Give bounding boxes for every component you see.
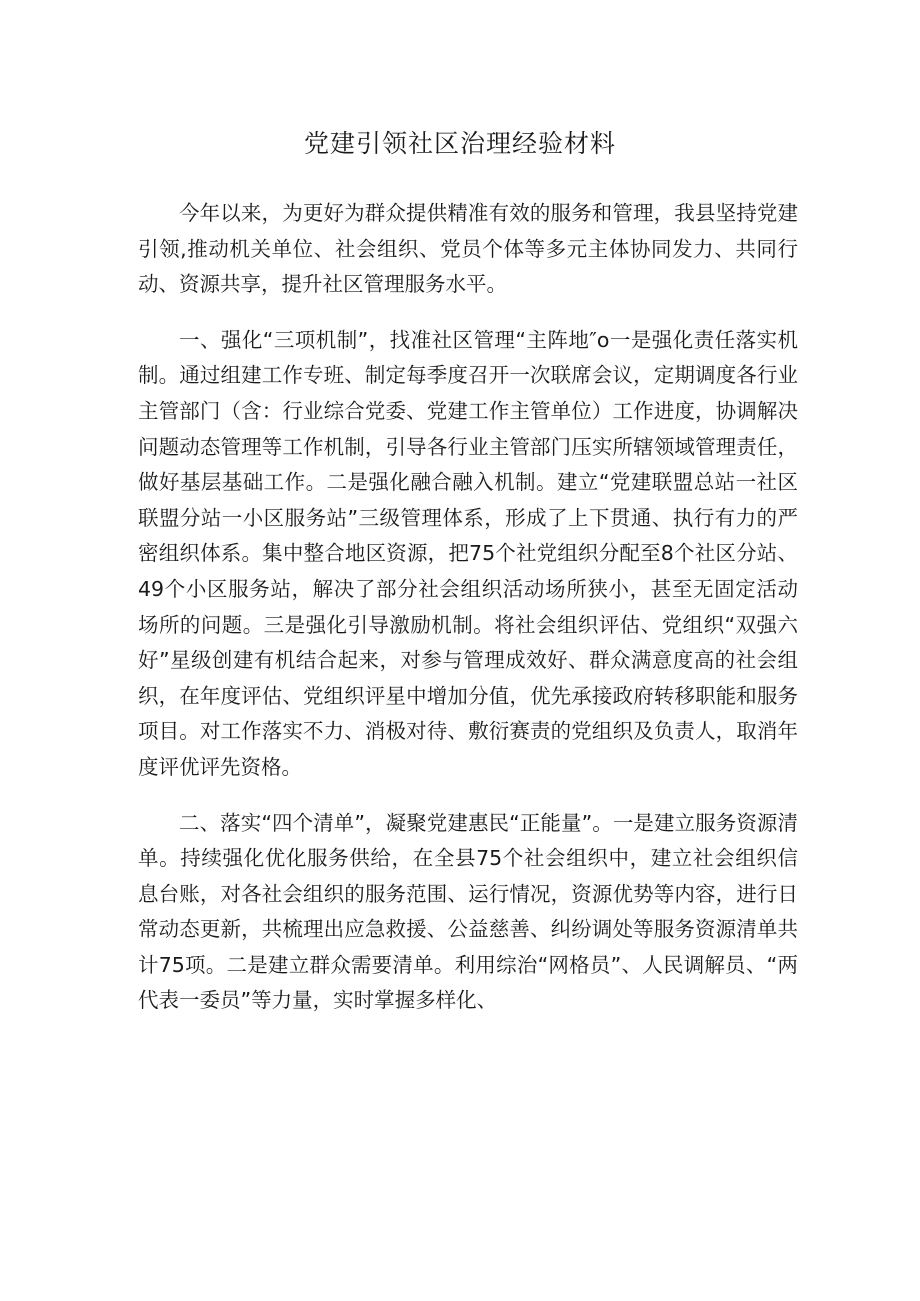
document-title: 党建引领社区治理经验材料 bbox=[303, 129, 616, 158]
paragraph-intro: 今年以来，为更好为群众提供精准有效的服务和管理，我县坚持党建引领,推动机关单位、社会组织、党员个体等多元主体协同发力、共同行动、资源共享，提升社区管理服务水平。 bbox=[138, 201, 798, 297]
paragraph-four-lists: 二、落实“四个清单”，凝聚党建惠民“正能量”。一是建立服务资源清单。持续强化优化服务供给，在全县75个社会组织中，建立社会组织信息台账，对各社会组织的服务范围、运行情况，资源优势等内容，进行日常动态更新，共梳理出应急救援、公益慈善、纠纷调处等服务资源清单共计75项。二是建立群众需要清单。利用综治“网格员”、人民调解员、“两代表一委员”等力量，实时掌握多样化、 bbox=[138, 810, 798, 1013]
document-body bbox=[138, 196, 798, 1039]
paragraph-three-mechanisms: 一、强化“三项机制”，找准社区管理“主阵地″o一是强化责任落实机制。通过组建工作专班、制定每季度召开一次联席会议，定期调度各行业主管部门（含：行业综合党委、党建工作主管单位）工作进度，协调解决问题动态管理等工作机制，引导各行业主管部门压实所辖领域管理责任，做好基层基础工作。二是强化融合融入机制。建立“党建联盟总站一社区联盟分站一小区服务站”三级管理体系，形成了上下贯通、执行有力的严密组织体系。集中整合地区资源，把75个社党组织分配至8个社区分站、49个小区服务站，解决了部分社会组织活动场所狭小，甚至无固定活动场所的问题。三是强化引导激励机制。将社会组织评估、党组织“双强六好”星级创建有机结合起来，对参与管理成效好、群众满意度高的社会组织，在年度评估、党组织评星中增加分值，优先承接政府转移职能和服务项目。对工作落实不力、消极对待、敷衍赛责的党组织及负责人，取消年度评优评先资格。 bbox=[138, 327, 798, 779]
